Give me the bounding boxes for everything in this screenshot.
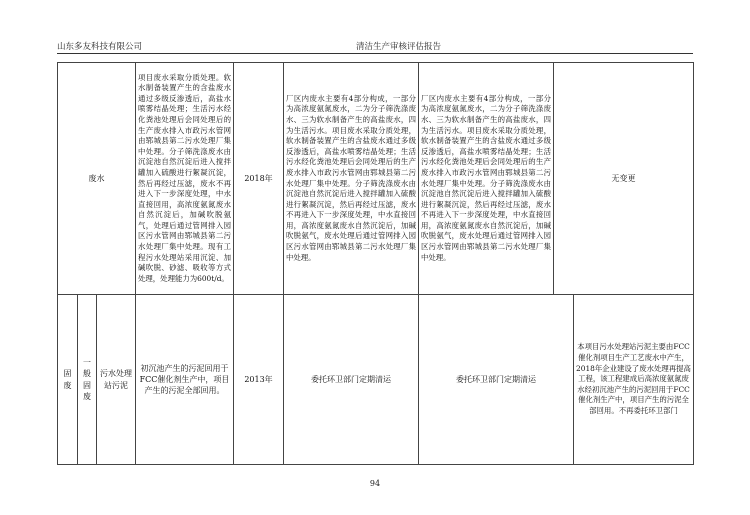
category-cell: 废水 xyxy=(58,63,136,295)
item-cell: 污水处理站污泥 xyxy=(97,295,136,465)
header-rule xyxy=(57,53,693,54)
category-cell: 固废 xyxy=(58,295,78,465)
table-row xyxy=(58,63,694,295)
before-cell: 委托环卫部门定期清运 xyxy=(284,295,419,465)
year-cell: 2018年 xyxy=(234,63,284,295)
pollution-measures-table xyxy=(57,62,694,465)
before-cell: 厂区内废水主要有4部分构成，一部分为高浓度氨氮废水，二为分子筛洗涤废水、三为软水制备产生的高盐废水，四为生活污水。项目废水采取分质处理，软水制备装置产生的含盐废水通过多级反渗透后，高盐水喷雾结晶处理；生活污水经化粪池处理后会同处理后的生产废水排入市政污水管网由郓城县第二污水处理厂集中处理。分子筛洗涤废水由沉淀池自然沉淀后进入搅拌罐加入硫酸进行絮凝沉淀，然后再经过压滤，废水不再进入下一步深度处理，中水直接回用，高浓度氨氮废水自然沉淀后，加碱吹脱氨气，废水处理后通过管网排入园区污水管网由郓城县第二污水处理厂集中处理。 xyxy=(284,63,419,295)
page-header xyxy=(57,38,693,52)
subcategory-cell: 一般固废 xyxy=(78,295,97,465)
change-cell: 无变更 xyxy=(554,63,694,295)
year-cell: 2013年 xyxy=(234,295,284,465)
after-cell: 委托环卫部门定期清运 xyxy=(419,295,574,465)
report-title: 清洁生产审核评估报告 xyxy=(356,42,442,52)
page-number: 94 xyxy=(369,479,381,488)
change-cell: 本项目污水处理站污泥主要由FCC催化剂项目生产工艺废水中产生，2018年企业建设了废水处理再提高工程，该工程建成后高浓度氨氮废水经初沉池产生的污泥回用于FCC催化剂生产中，项目产生的污泥全部回用。不再委托环卫部门 xyxy=(574,295,694,465)
measure-cell: 项目废水采取分质处理。软水制备装置产生的含盐废水通过多级反渗透后，高盐水喷雾结晶处理；生活污水经化粪池处理后会同处理后的生产废水排入市政污水管网由郓城县第二污水处理厂集中处理。分子筛洗涤废水由沉淀池自然沉淀后进入搅拌罐加入硫酸进行絮凝沉淀，然后再经过压滤，废水不再进入下一步深度处理，中水直接回用，高浓度氨氮废水自然沉淀后，加碱吹脱氨气，处理后通过管网排入园区污水管网由郓城县第二污水处理厂集中处理。现有工程污水处理站采用沉淀、加碱吹脱、砂滤、吸收等方式处理，处理能力为600t/d。 xyxy=(136,63,234,295)
after-cell: 厂区内废水主要有4部分构成，一部分为高浓度氨氮废水，二为分子筛洗涤废水、三为软水制备产生的高盐废水，四为生活污水。项目废水采取分质处理，软水制备装置产生的含盐废水通过多级反渗透后，高盐水喷雾结晶处理；生活污水经化粪池处理后会同处理后的生产废水排入市政污水管网由郓城县第二污水处理厂集中处理。分子筛洗涤废水由沉淀池自然沉淀后进入搅拌罐加入硫酸进行絮凝沉淀，然后再经过压滤，废水不再进入下一步深度处理，中水直接回用，高浓度氨氮废水自然沉淀后，加碱吹脱氨气，废水处理后通过管网排入园区污水管网由郓城县第二污水处理厂集中处理。 xyxy=(419,63,554,295)
table-row xyxy=(58,295,694,465)
measure-cell: 初沉池产生的污泥回用于FCC催化剂生产中，项目产生的污泥全部回用。 xyxy=(136,295,234,465)
company-name: 山东多友科技有限公司 xyxy=(57,42,143,52)
